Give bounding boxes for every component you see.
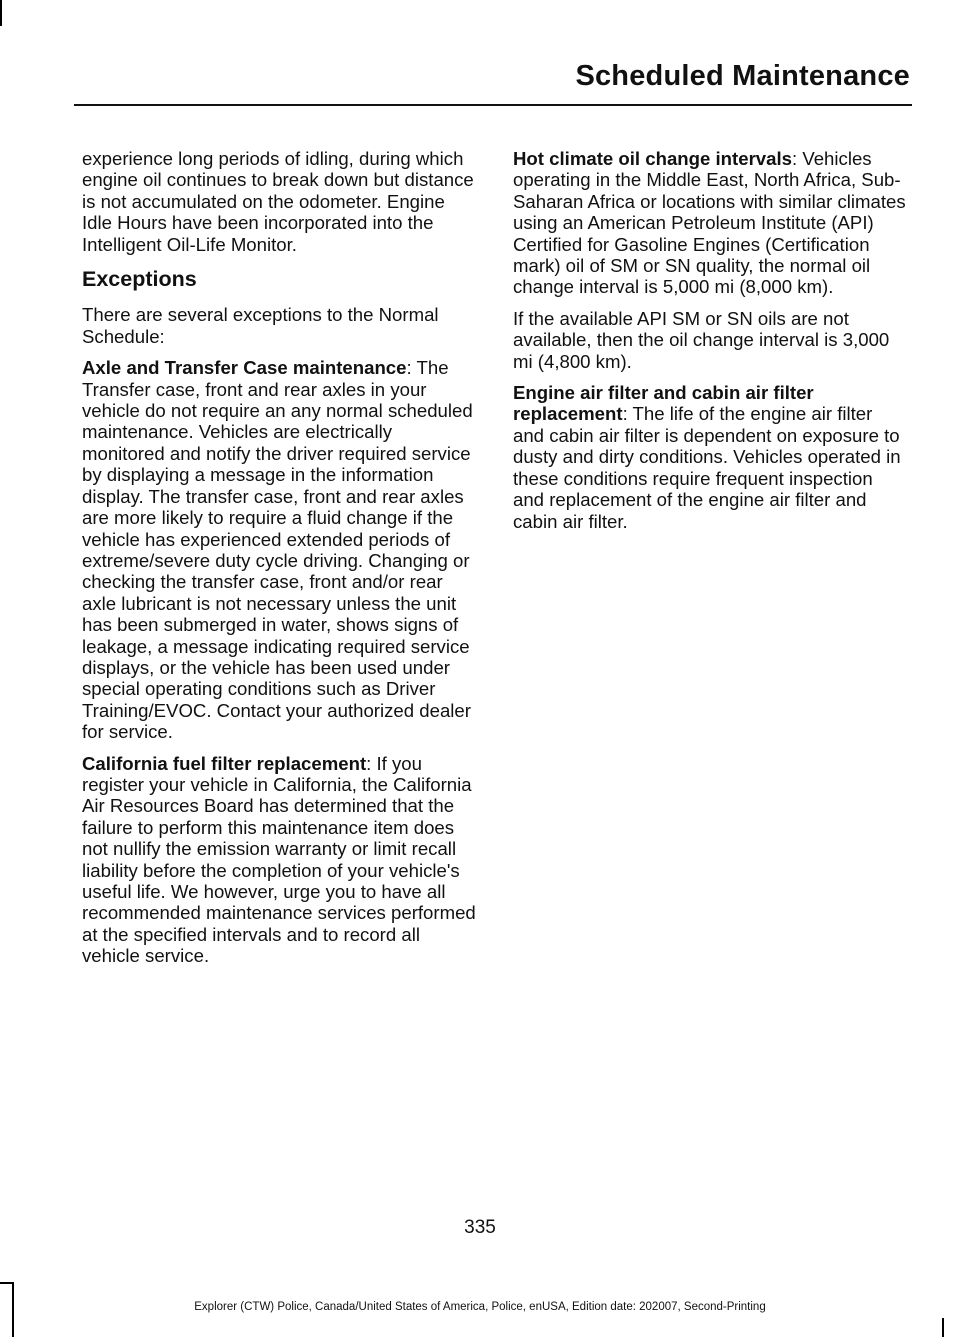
hot-climate-text: : Vehicles operating in the Middle East, North Africa, Sub-Saharan Africa or locations with similar climates using an American Petroleum Institute (API) Certified for Gasoline Engines (Certification mark) oil of SM or SN quality, the normal oil change interval is 5,000 mi (8,000 km). xyxy=(513,148,906,298)
california-text: : If you register your vehicle in California, the California Air Resources Board has determined that the failure to perform this maintenance item does not nullify the emission warranty or limit recall liability before the completion of your vehicle's useful life. We however, urge you to have all recommended maintenance services performed at the specified intervals and to record all vehicle service. xyxy=(82,752,476,967)
hot-climate-title: Hot climate oil change intervals xyxy=(513,148,792,169)
page-title: Scheduled Maintenance xyxy=(575,60,910,92)
intro-paragraph: experience long periods of idling, during which engine oil continues to break down but distance is not accumulated on the odometer. Engine Idle Hours have been incorporated into the Intelligent Oil-Life Monitor. xyxy=(82,148,474,255)
exceptions-intro: There are several exceptions to the Normal Schedule: xyxy=(82,304,439,347)
page-number: 335 xyxy=(464,1217,496,1238)
california-paragraph xyxy=(82,753,477,967)
hot-climate-paragraph xyxy=(513,148,908,298)
california-title: California fuel filter replacement xyxy=(82,752,367,774)
air-filter-title: Engine air filter and cabin air filter replacement xyxy=(513,382,814,425)
crop-mark-bottom-right xyxy=(942,1318,944,1337)
air-filter-text: : The life of the engine air filter and cabin air filter is dependent on exposure to dusty and dirty conditions. Vehicles operated in these conditions require frequent inspection and replacement of the engine air filter and cabin air filter. xyxy=(513,403,901,532)
axle-paragraph xyxy=(82,357,477,742)
api-note-paragraph: If the available API SM or SN oils are not available, then the oil change interval is 3,000 mi (4,800 km). xyxy=(513,307,890,372)
air-filter-paragraph xyxy=(513,382,908,532)
crop-mark-top-left xyxy=(0,0,2,26)
left-column xyxy=(82,148,477,977)
exceptions-heading: Exceptions xyxy=(82,267,197,292)
footer-edition-info: Explorer (CTW) Police, Canada/United States of America, Police, enUSA, Edition date: 202007, Second-Printing xyxy=(194,1301,766,1313)
axle-text: : The Transfer case, front and rear axles in your vehicle do not require an any normal scheduled maintenance. Vehicles are electrically monitored and notify the driver required service by displaying a message in the information display. The transfer case, front and rear axles are more likely to require a fluid change if the vehicle has experienced extended periods of extreme/severe duty cycle driving. Changing or checking the transfer case, front and/or rear axle lubricant is not necessary unless the unit has been submerged in water, shows signs of leakage, a message indicating required service displays, or the vehicle has been used under special operating conditions such as Driver Training/EVOC. Contact your authorized dealer for service. xyxy=(82,357,473,743)
axle-title: Axle and Transfer Case maintenance xyxy=(82,357,407,379)
right-column xyxy=(513,148,908,542)
header-divider xyxy=(74,104,912,106)
